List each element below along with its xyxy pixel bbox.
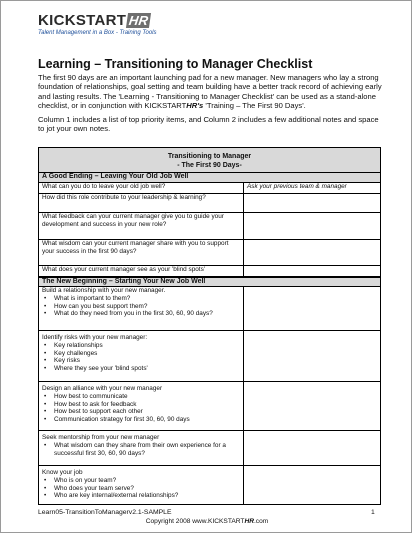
list-item: • How can you best support them? — [42, 303, 240, 311]
table-row: What can you do to leave your old job well? Ask your previous team & manager — [39, 183, 380, 194]
table-row: What wisdom can your current manager share with you to support your success in the first 90 days? — [39, 240, 380, 266]
document-title: Learning – Transitioning to Manager Checklist — [38, 57, 313, 71]
bullet-list — [42, 393, 240, 424]
list-item: • What wisdom can they share from their own experience for a successful first 30, 60, 90 days? — [42, 442, 240, 458]
table-row: What feedback can your current manager give you to guide your development and success in your new role? — [39, 213, 380, 240]
section-header-new-beginning: The New Beginning – Starting Your New Job Well — [39, 277, 380, 287]
list-item: • Key challenges — [42, 350, 240, 358]
table-header: Transitioning to Manager - The First 90 Days- — [39, 148, 380, 173]
footer-document-id: Learn05-TransitionToManagerv2.1-SAMPLE — [38, 509, 172, 516]
kickstarthr-logo — [38, 12, 157, 36]
list-item: • How best to communicate — [42, 393, 240, 401]
table-row: Build a relationship with your new manager. • What is important to them? • How can you best support them? • What do they need from you in the first 30, 60, 90 days? — [39, 287, 380, 331]
list-item: • Communication strategy for first 30, 60, 90 days — [42, 416, 240, 424]
list-item: • How best to support each other — [42, 408, 240, 416]
copyright-notice: Copyright 2008 www.KICKSTARTHR.com — [145, 518, 269, 525]
list-item: • Who is on your team? — [42, 477, 240, 485]
list-item: • How best to ask for feedback — [42, 401, 240, 409]
table-row: Seek mentorship from your new manager • What wisdom can they share from their own experience for a successful first 30, 60, 90 days? — [39, 431, 380, 466]
table-row: How did this role contribute to your leadership & learning? — [39, 194, 380, 213]
section-header-good-ending: A Good Ending – Leaving Your Old Job Well — [39, 173, 380, 183]
table-row: What does your current manager see as your 'blind spots' — [39, 266, 380, 277]
page-number: 1 — [371, 509, 375, 516]
bullet-list — [42, 477, 240, 500]
logo-wordmark: KICKSTART — [38, 12, 127, 29]
list-item: • Where they see your 'blind spots' — [42, 365, 240, 373]
intro-paragraph-2: Column 1 includes a list of top priority items, and Column 2 includes a few additional notes and space to jot your own notes. — [38, 115, 379, 134]
intro-paragraph-1: The first 90 days are an important launching pad for a new manager. New managers who lay a strong foundation of relationships, goal setting and team building have a better track record of achieving early and lasting results. The 'Learning - Transitioning to Manager Checklist' can be used as a stand-alone checklist, or in conjunction with KICKSTARTHR's 'Training – The First 90 Days'. — [38, 73, 382, 111]
bullet-list — [42, 295, 240, 318]
bullet-list — [42, 442, 240, 458]
table-row: Identify risks with your new manager: • Key relationships • Key challenges • Key risks • Where they see your 'blind spots' — [39, 331, 380, 382]
table-row: Design an alliance with your new manager • How best to communicate • How best to ask for feedback • How best to support each other • Communication strategy for first 30, 60, 90 days — [39, 382, 380, 431]
list-item: • Key risks — [42, 357, 240, 365]
list-item: • Key relationships — [42, 342, 240, 350]
list-item: • What do they need from you in the first 30, 60, 90 days? — [42, 310, 240, 318]
bullet-list — [42, 342, 240, 373]
list-item: • Who are key internal/external relationships? — [42, 492, 240, 500]
table-row: Know your job • Who is on your team? • Who does your team serve? • Who are key internal/external relationships? — [39, 466, 380, 504]
checklist-table — [38, 147, 381, 505]
list-item: • Who does your team serve? — [42, 485, 240, 493]
logo-hr-mark: HR — [126, 13, 151, 28]
logo-tagline: Talent Management in a Box - Training Tools — [38, 30, 157, 36]
list-item: • What is important to them? — [42, 295, 240, 303]
